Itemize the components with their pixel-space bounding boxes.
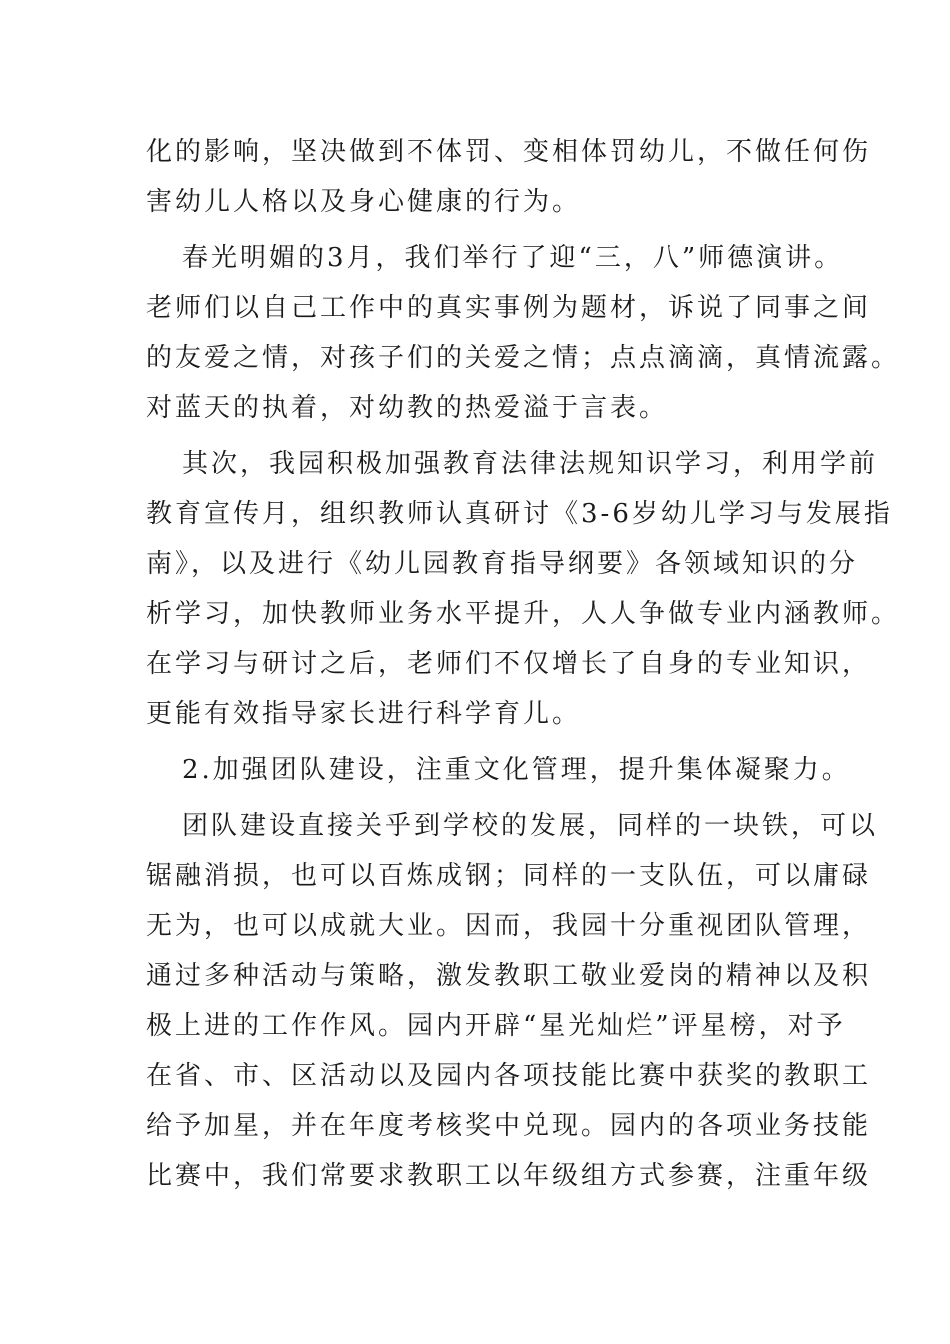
text-line: 南》，以及进行《幼儿园教育指导纲要》各领域知识的分 [146,549,859,579]
section-heading [146,745,851,795]
text-line: 春光明媚的3月，我们举行了迎“三，八”师德演讲。 [182,243,844,273]
text-line: 在省、市、区活动以及园内各项技能比赛中获奖的教职工 [146,1061,872,1091]
text-line: 锯融消损，也可以百炼成钢；同样的一支队伍，可以庸碌 [146,861,872,891]
text-line: 通过多种活动与策略，激发教职工敬业爱岗的精神以及积 [146,961,872,991]
text-line: 教育宣传月，组织教师认真研讨《3-6岁幼儿学习与发展指 [146,499,893,529]
text-line: 无为，也可以成就大业。因而，我园十分重视团队管理， [146,911,872,941]
text-line: 在学习与研讨之后，老师们不仅增长了自身的专业知识， [146,649,872,679]
text-line: 比赛中，我们常要求教职工以年级组方式参赛，注重年级 [146,1161,872,1191]
heading-line: 2.加强团队建设，注重文化管理，提升集体凝聚力。 [182,755,851,785]
text-line: 极上进的工作作风。园内开辟“星光灿烂”评星榜，对予 [146,1011,846,1041]
text-line: 其次，我园积极加强教育法律法规知识学习，利用学前 [182,449,879,479]
text-line: 给予加星，并在年度考核奖中兑现。园内的各项业务技能 [146,1111,872,1141]
document-body [146,127,901,1201]
text-line: 更能有效指导家长进行科学育儿。 [146,699,582,729]
paragraph-continuation [146,127,872,227]
text-line: 的友爱之情，对孩子们的关爱之情；点点滴滴，真情流露。 [146,343,901,373]
paragraph-speech-event [146,233,901,433]
text-line: 团队建设直接关乎到学校的发展，同样的一块铁，可以 [182,811,879,841]
text-line: 对蓝天的执着，对幼教的热爱溢于言表。 [146,393,669,423]
text-line: 析学习，加快教师业务水平提升，人人争做专业内涵教师。 [146,599,901,629]
paragraph-law-study [146,439,901,739]
text-line: 害幼儿人格以及身心健康的行为。 [146,187,582,217]
text-line: 老师们以自己工作中的真实事例为题材，诉说了同事之间 [146,293,872,323]
paragraph-team-building [146,801,879,1201]
text-line: 化的影响，坚决做到不体罚、变相体罚幼儿，不做任何伤 [146,137,872,167]
